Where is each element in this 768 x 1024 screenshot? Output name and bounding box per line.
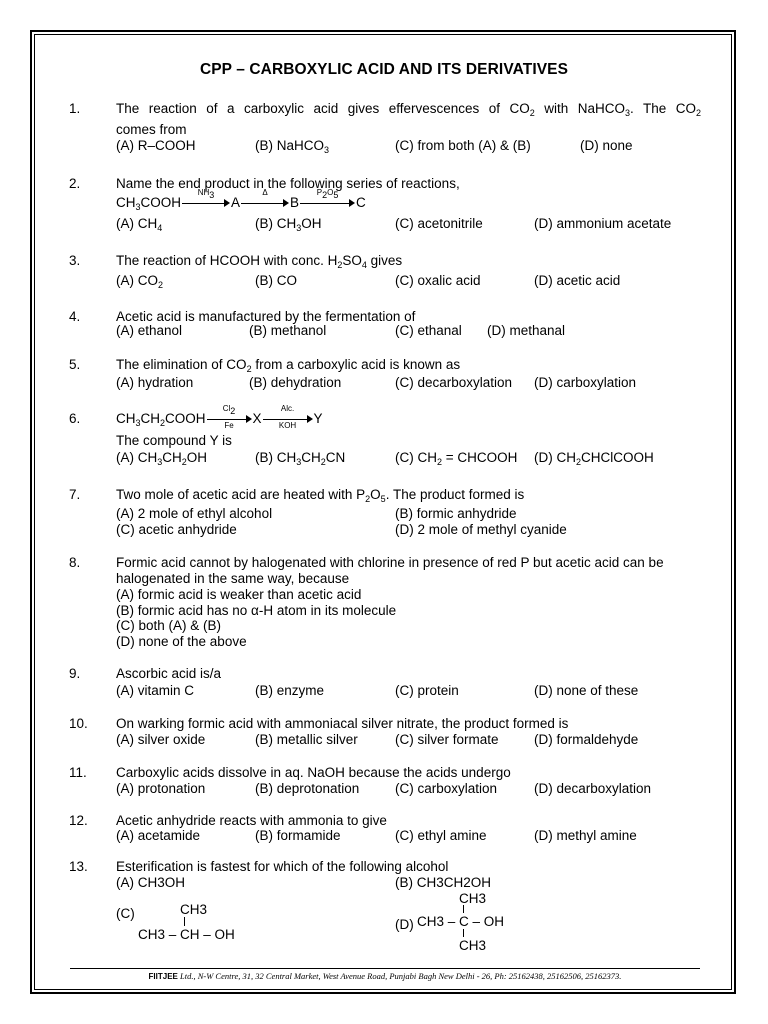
option-a[interactable]: (A) $CO_2$ <box>116 273 164 290</box>
option-a[interactable]: (A) acetamide <box>116 828 201 843</box>
question-number: 11. <box>69 765 87 780</box>
option-a[interactable]: (A) hydration <box>116 375 194 390</box>
option-b[interactable]: (B) dehydration <box>249 375 342 390</box>
structure-main-chain: CH3 – C – OH <box>417 914 505 929</box>
option-b[interactable]: (B) NaHCO$_3$ <box>255 138 330 155</box>
option-d[interactable]: (D) methanal <box>487 323 566 338</box>
option-a[interactable]: (A) CH3OH <box>116 875 186 890</box>
question-number: 13. <box>69 859 88 874</box>
option-a[interactable]: (A) protonation <box>116 781 206 796</box>
question-number: 3. <box>69 253 81 268</box>
option-c[interactable]: (C) acetic anhydride <box>116 522 237 537</box>
question-number: 2. <box>69 176 81 191</box>
option-c[interactable]: (C) from both (A) & (B) <box>395 138 531 153</box>
question-stem: Two mole of acetic acid are heated with $P_2O_5$. The product formed is <box>116 487 525 504</box>
option-d[interactable]: (D) ammonium acetate <box>534 216 672 231</box>
option-b[interactable]: (B) formic anhydride <box>395 506 517 521</box>
option-a[interactable]: (A) vitamin C <box>116 683 195 698</box>
bond-line <box>463 905 464 913</box>
question-number: 7. <box>69 487 81 502</box>
question-stem-cont: comes from <box>116 122 187 137</box>
question-stem: The reaction of HCOOH with conc. $H_2SO_4$ gives <box>116 253 403 270</box>
option-a[interactable]: (A) R–COOH <box>116 138 196 153</box>
option-d[interactable]: (D) none of these <box>534 683 639 698</box>
option-d[interactable]: (D) 2 mole of methyl cyanide <box>395 522 567 537</box>
option-b[interactable]: (B) metallic silver <box>255 732 358 747</box>
option-d[interactable]: (D) none of the above <box>116 634 247 649</box>
option-d[interactable]: (D) carboxylation <box>534 375 637 390</box>
question-stem: The compound Y is <box>116 433 232 448</box>
brand-logo: FIITJEE <box>148 972 178 981</box>
question-stem: Ascorbic acid is/a <box>116 666 222 681</box>
option-d[interactable]: (D) none <box>580 138 633 153</box>
bond-line <box>463 929 464 937</box>
option-a[interactable]: (A) silver oxide <box>116 732 206 747</box>
option-a[interactable]: (A) $CH_3CH_2OH$ <box>116 450 208 467</box>
option-b[interactable]: (B) CO <box>255 273 297 288</box>
question-stem: Acetic anhydride reacts with ammonia to give <box>116 813 387 828</box>
option-c[interactable]: (C) protein <box>395 683 459 698</box>
question-stem: Formic acid cannot by halogenated with chlorine in presence of red P but acetic acid can be <box>116 555 664 570</box>
option-b[interactable]: (B) formamide <box>255 828 341 843</box>
question-number: 9. <box>69 666 81 681</box>
reaction-arrow: $P_2O_5$ <box>300 198 355 208</box>
footer-address: FIITJEE Ltd., N-W Centre, 31, 32 Central Market, West Avenue Road, Punjabi Bagh New Delhi - 26, Ph: 25162438, 25162506, 25162373. <box>148 971 622 981</box>
question-stem-cont: halogenated in the same way, because <box>116 571 350 586</box>
option-b[interactable]: (B) methanol <box>249 323 327 338</box>
option-c[interactable]: (C) silver formate <box>395 732 499 747</box>
question-number: 1. <box>69 101 81 116</box>
option-c[interactable]: (C) oxalic acid <box>395 273 481 288</box>
question-stem: Acetic acid is manufactured by the fermentation of <box>116 309 416 324</box>
structure-substituent-top: CH3 <box>459 891 487 906</box>
option-d[interactable]: (D) acetic acid <box>534 273 621 288</box>
option-b[interactable]: (B) enzyme <box>255 683 325 698</box>
question-stem: The reaction of a carboxylic acid gives effervescences of $CO_2$ with NaHCO$_3$. The $CO_2$ <box>116 101 701 118</box>
option-d[interactable]: (D) $CH_2CHClCOOH$ <box>534 450 654 467</box>
reaction-arrow: $NH_3$ <box>182 198 230 208</box>
question-number: 10. <box>69 716 88 731</box>
question-stem: Esterification is fastest for which of the following alcohol <box>116 859 449 874</box>
option-d[interactable]: (D) <box>395 917 414 932</box>
option-c[interactable]: (C) decarboxylation <box>395 375 513 390</box>
option-d[interactable]: (D) decarboxylation <box>534 781 652 796</box>
bond-line <box>184 917 185 926</box>
option-c[interactable]: (C) <box>116 906 135 921</box>
option-a[interactable]: (A) $CH_4$ <box>116 216 163 233</box>
question-number: 5. <box>69 357 81 372</box>
option-d[interactable]: (D) formaldehyde <box>534 732 639 747</box>
option-c[interactable]: (C) both (A) & (B) <box>116 618 222 633</box>
footer-divider <box>70 968 700 969</box>
option-a[interactable]: (A) formic acid is weaker than acetic acid <box>116 587 362 602</box>
reaction-scheme: $CH_3CH_2COOH$ $\frac{Cl_2}{Fe}$ X Alc. KOH Y <box>116 404 323 431</box>
option-a[interactable]: (A) ethanol <box>116 323 183 338</box>
question-number: 6. <box>69 411 81 426</box>
page-title: CPP – CARBOXYLIC ACID AND ITS DERIVATIVES <box>199 61 569 78</box>
option-c[interactable]: (C) $CH_2$ = CHCOOH <box>395 450 518 467</box>
structure-substituent-bottom: CH3 <box>459 938 487 953</box>
option-b[interactable]: (B) $CH_3OH$ <box>255 216 322 233</box>
structure-substituent: CH3 <box>180 902 208 917</box>
option-c[interactable]: (C) ethyl amine <box>395 828 487 843</box>
reaction-arrow: $\frac{Cl_2}{Fe}$ <box>207 414 252 424</box>
option-b[interactable]: (B) deprotonation <box>255 781 360 796</box>
option-c[interactable]: (C) ethanal <box>395 323 462 338</box>
option-c[interactable]: (C) carboxylation <box>395 781 498 796</box>
question-stem: On warking formic acid with ammoniacal silver nitrate, the product formed is <box>116 716 569 731</box>
question-stem: Carboxylic acids dissolve in aq. NaOH because the acids undergo <box>116 765 511 780</box>
question-number: 8. <box>69 555 81 570</box>
reaction-scheme: $CH_3COOH$ $NH_3$ A Δ B $P_2O_5$ C <box>116 188 366 212</box>
structure-main-chain: CH3 – CH – OH <box>138 927 235 942</box>
question-stem: Name the end product in the following series of reactions, <box>116 176 460 191</box>
reaction-arrow: Δ <box>241 198 289 208</box>
option-d[interactable]: (D) methyl amine <box>534 828 637 843</box>
option-b[interactable]: (B) $CH_3CH_2CN$ <box>255 450 346 467</box>
reaction-arrow: Alc. KOH <box>263 414 313 424</box>
option-b[interactable]: (B) formic acid has no α-H atom in its molecule <box>116 603 397 618</box>
question-number: 4. <box>69 309 81 324</box>
question-stem: The elimination of $CO_2$ from a carboxylic acid is known as <box>116 357 461 374</box>
question-number: 12. <box>69 813 88 828</box>
option-c[interactable]: (C) acetonitrile <box>395 216 483 231</box>
option-a[interactable]: (A) 2 mole of ethyl alcohol <box>116 506 273 521</box>
option-b[interactable]: (B) CH3CH2OH <box>395 875 492 890</box>
